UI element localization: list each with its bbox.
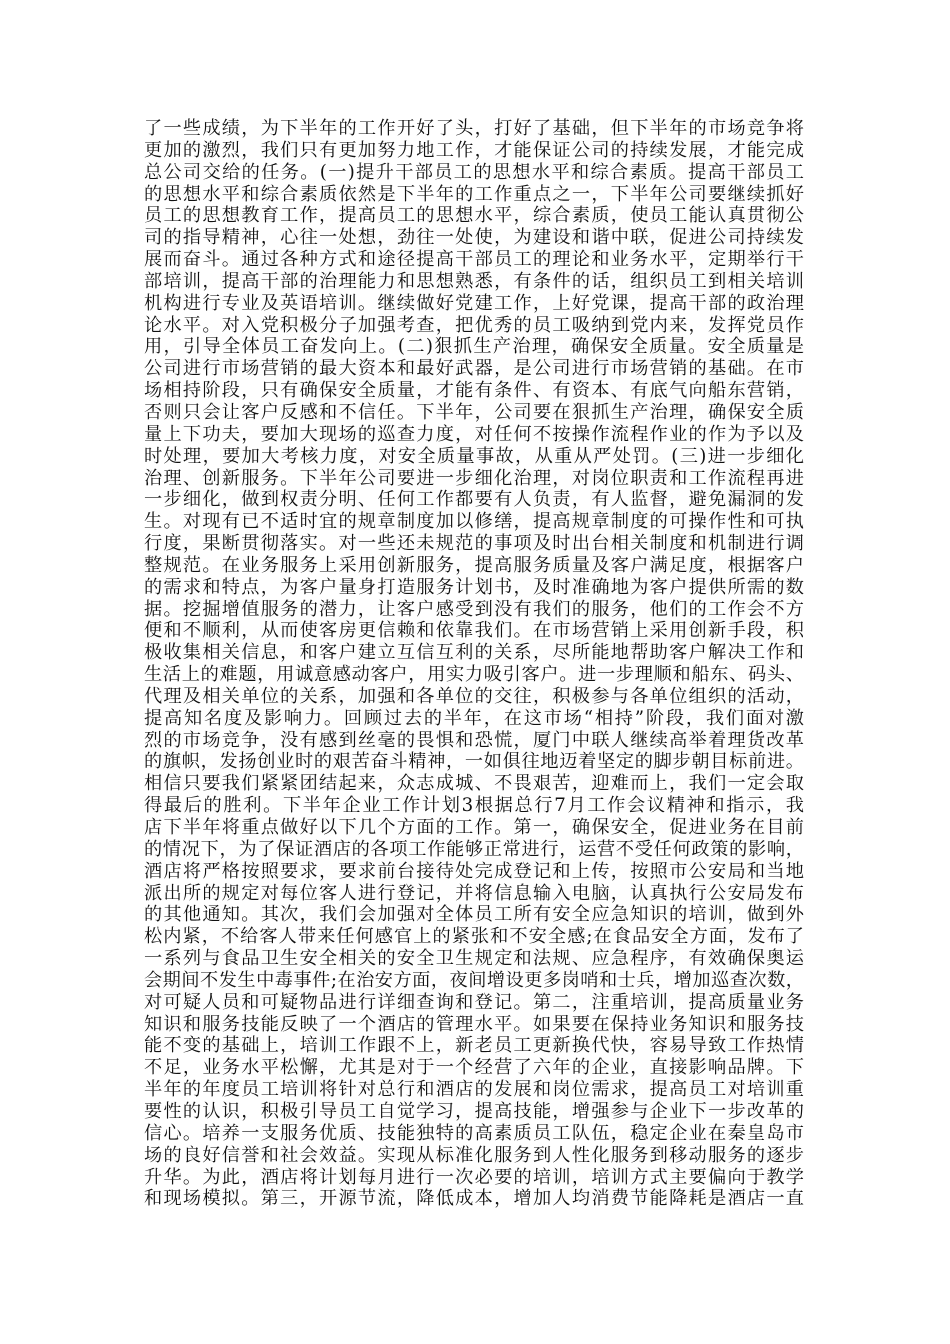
- text-line: 松内紧，不给客人带来任何感官上的紧张和不安全感;在食品安全方面，发布了: [144, 926, 804, 948]
- text-line: 会期间不发生中毒事件;在治安方面，夜间增设更多岗哨和士兵，增加巡查次数，: [144, 969, 804, 991]
- text-line: 店下半年将重点做好以下几个方面的工作。第一，确保安全，促进业务在目前: [144, 817, 804, 838]
- text-line: 场的良好信誉和社会效益。实现从标准化服务到人性化服务到移动服务的逐步: [144, 1144, 804, 1166]
- text-line: 代理及相关单位的关系，加强和各单位的交往，积极参与各单位组织的活动，: [144, 685, 804, 707]
- text-line: 总公司交给的任务。(一)提升干部员工的思想水平和综合素质。提高干部员工: [144, 161, 804, 183]
- text-line: 公司进行市场营销的最大资本和最好武器，是公司进行市场营销的基础。在市: [144, 358, 804, 380]
- text-line: 提高知名度及影响力。回顾过去的半年，在这市场“相持”阶段，我们面对激: [144, 707, 804, 729]
- text-line: 要性的认识，积极引导员工自觉学习，提高技能，增强参与企业下一步改革的: [144, 1100, 804, 1122]
- text-line: 派出所的规定对每位客人进行登记，并将信息输入电脑，认真执行公安局发布: [144, 882, 804, 904]
- text-line: 的思想水平和综合素质依然是下半年的工作重点之一，下半年公司要继续抓好: [144, 183, 804, 205]
- text-line: 场相持阶段，只有确保安全质量，才能有条件、有资本、有底气向船东营销，: [144, 380, 804, 402]
- text-line: 员工的思想教育工作，提高员工的思想水平，综合素质，使员工能认真贯彻公: [144, 205, 804, 227]
- text-line: 用，引导全体员工奋发向上。(二)狠抓生产治理，确保安全质量。安全质量是: [144, 336, 804, 358]
- text-line: 极收集相关信息，和客户建立互信互利的关系，尽所能地帮助客户解决工作和: [144, 642, 804, 664]
- text-line: 司的指导精神，心往一处想，劲往一处使，为建设和谐中联，促进公司持续发: [144, 227, 804, 249]
- text-line: 酒店将严格按照要求，要求前台接待处完成登记和上传，按照市公安局和当地: [144, 860, 804, 882]
- text-line: 的其他通知。其次，我们会加强对全体员工所有安全应急知识的培训，做到外: [144, 904, 804, 926]
- text-line: 能不变的基础上，培训工作跟不上，新老员工更新换代快，容易导致工作热情: [144, 1035, 804, 1057]
- text-line: 据。挖掘增值服务的潜力，让客户感受到没有我们的服务，他们的工作会不方: [144, 598, 804, 620]
- text-line: 治理、创新服务。下半年公司要进一步细化治理，对岗位职责和工作流程再进: [144, 467, 804, 489]
- text-line: 生。对现有已不适时宜的规章制度加以修缮，提高规章制度的可操作性和可执: [144, 511, 804, 533]
- text-line: 更加的激烈，我们只有更加努力地工作，才能保证公司的持续发展，才能完成: [144, 139, 804, 161]
- text-line: 和现场模拟。第三，开源节流，降低成本，增加人均消费节能降耗是酒店一直: [144, 1188, 804, 1210]
- text-line: 的需求和特点，为客户量身打造服务计划书，及时准确地为客户提供所需的数: [144, 576, 804, 598]
- text-line: 不足，业务水平松懈，尤其是对于一个经营了六年的企业，直接影响品牌。下: [144, 1057, 804, 1079]
- text-line: 展而奋斗。通过各种方式和途径提高干部员工的理论和业务水平，定期举行干: [144, 249, 804, 271]
- text-line: 烈的市场竞争，没有感到丝毫的畏惧和恐慌，厦门中联人继续高举着理货改革: [144, 729, 804, 751]
- text-line: 量上下功夫，要加大现场的巡查力度，对任何不按操作流程作业的作为予以及: [144, 423, 804, 445]
- text-line: 一系列与食品卫生安全相关的安全卫生规定和法规、应急程序，有效确保奥运: [144, 948, 804, 970]
- text-line: 升华。为此，酒店将计划每月进行一次必要的培训，培训方式主要偏向于教学: [144, 1166, 804, 1188]
- text-line: 机构进行专业及英语培训。继续做好党建工作，上好党课，提高干部的政治理: [144, 292, 804, 314]
- text-line: 部培训，提高干部的治理能力和思想熟悉，有条件的话，组织员工到相关培训: [144, 270, 804, 292]
- text-line: 行度，果断贯彻落实。对一些还未规范的事项及时出台相关制度和机制进行调: [144, 533, 804, 555]
- text-line: 否则只会让客户反感和不信任。下半年，公司要在狠抓生产治理，确保安全质: [144, 401, 804, 423]
- text-line: 信心。培养一支服务优质、技能独特的高素质员工队伍，稳定企业在秦皇岛市: [144, 1122, 804, 1144]
- text-line: 相信只要我们紧紧团结起来，众志成城、不畏艰苦，迎难而上，我们一定会取: [144, 773, 804, 795]
- text-line: 了一些成绩，为下半年的工作开好了头，打好了基础，但下半年的市场竞争将: [144, 118, 804, 139]
- text-line: 便和不顺利，从而使客房更信赖和依靠我们。在市场营销上采用创新手段，积: [144, 620, 804, 642]
- text-line: 生活上的难题，用诚意感动客户，用实力吸引客户。进一步理顺和船东、码头、: [144, 664, 804, 686]
- text-line: 整规范。在业务服务上采用创新服务，提高服务质量及客户满足度，根据客户: [144, 554, 804, 576]
- text-line: 知识和服务技能反映了一个酒店的管理水平。如果要在保持业务知识和服务技: [144, 1013, 804, 1035]
- text-line: 一步细化，做到权责分明、任何工作都要有人负责，有人监督，避免漏洞的发: [144, 489, 804, 511]
- text-line: 半年的年度员工培训将针对总行和酒店的发展和岗位需求，提高员工对培训重: [144, 1079, 804, 1101]
- text-line: 论水平。对入党积极分子加强考查，把优秀的员工吸纳到党内来，发挥党员作: [144, 314, 804, 336]
- text-line: 时处理，要加大考核力度，对安全质量事故，从重从严处罚。(三)进一步细化: [144, 445, 804, 467]
- text-line: 对可疑人员和可疑物品进行详细查询和登记。第二，注重培训，提高质量业务: [144, 991, 804, 1013]
- body-text: [144, 118, 804, 1210]
- text-line: 的情况下，为了保证酒店的各项工作能够正常进行，运营不受任何政策的影响，: [144, 838, 804, 860]
- text-line: 的旗帜，发扬创业时的艰苦奋斗精神，一如俱往地迈着坚定的脚步朝目标前进。: [144, 751, 804, 773]
- text-line: 得最后的胜利。下半年企业工作计划3根据总行7月工作会议精神和指示，我: [144, 795, 804, 817]
